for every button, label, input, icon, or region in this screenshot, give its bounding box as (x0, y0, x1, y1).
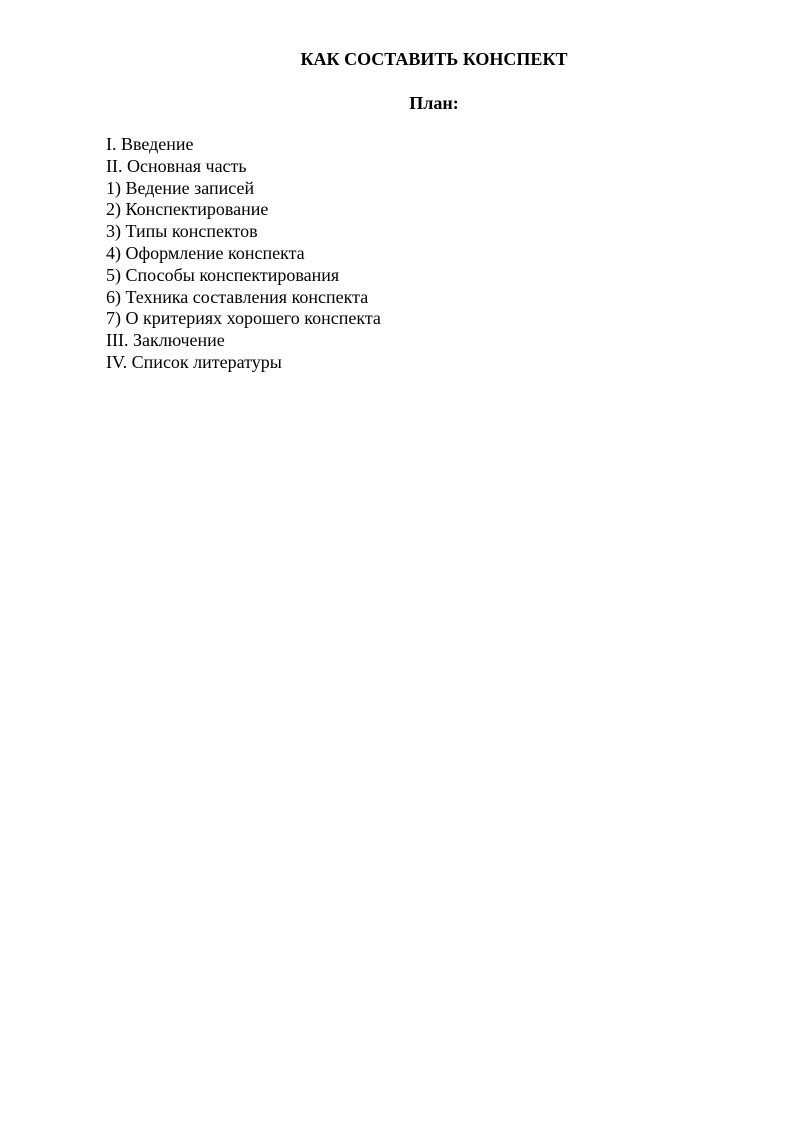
outline-item: 1) Ведение записей (106, 177, 255, 198)
outline-item: 6) Техника составления конспекта (106, 286, 369, 307)
outline-item: II. Основная часть (106, 155, 247, 176)
plan-heading: План: (409, 93, 459, 113)
document-title: КАК СОСТАВИТЬ КОНСПЕКТ (300, 49, 568, 69)
outline-item: III. Заключение (106, 330, 225, 351)
outline-item: 2) Конспектирование (106, 199, 269, 220)
outline-item: 3) Типы конспектов (106, 221, 258, 242)
outline-item: I. Введение (106, 134, 194, 154)
outline-item: 7) О критериях хорошего конспекта (106, 308, 381, 329)
plan-outline (106, 134, 381, 374)
outline-item: 4) Оформление конспекта (106, 242, 305, 263)
outline-item: IV. Список литературы (106, 351, 282, 372)
outline-item: 5) Способы конспектирования (106, 264, 340, 285)
